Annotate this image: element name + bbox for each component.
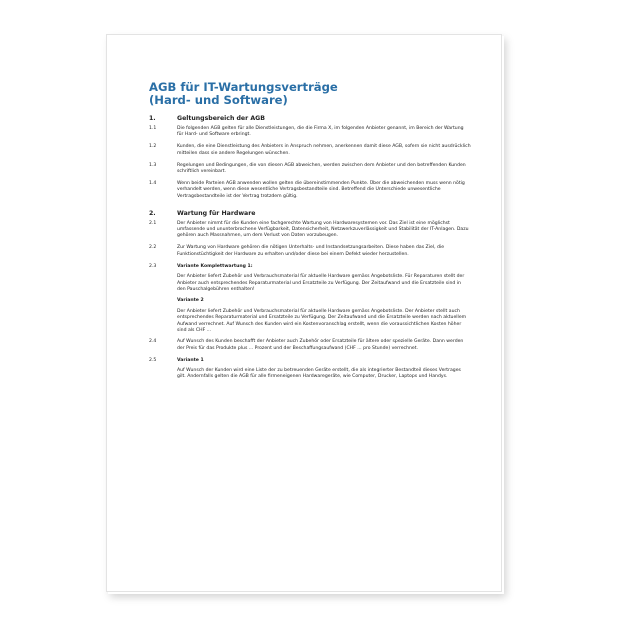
clause-1-2 (149, 144, 471, 157)
clause-1-3 (149, 163, 471, 176)
clause-text: Wenn beide Parteien AGB anwenden wollen gelten die übereinstimmenden Punkte. Über die abweichenden muss wenn nötig verhandelt werden, wenn diese wesentliche Vertragsbestandteile sind. Betreffend die Unterschiede unwesentliche Vertragsbestandteile ist der Vertrag trotzdem gültig. (177, 180, 465, 199)
title-line-1: AGB für IT-Wartungsverträge (149, 80, 338, 94)
clause-subheading: Variante Komplettwartung 1: (177, 263, 253, 269)
clause-subheading: Variante 1 (177, 357, 204, 363)
clause-number: 1.4 (149, 180, 157, 186)
clause-number: 1.2 (149, 144, 157, 150)
clause-text: Zur Wartung von Hardware gehören die nötigen Unterhalts- und Instandsetzungsarbeiten. Diese haben das Ziel, die Funktionstüchtigkeit der Hardware zu erhalten und/oder diese bei einem Defekt wieder herzustellen. (177, 245, 445, 257)
variant-2-paragraph: Der Anbieter liefert Zubehör und Verbrauchsmaterial für aktuelle Hardware gemäss Angebotsliste. Der Anbieter stellt auch entsprechendes Reparaturmaterial und Ersatzteile zu Verfügung. Der Zeitaufwand und die Ersatzteile werden nach aktuellem Aufwand verrechnet. Auf Wunsch des Kunden wird ein Kostenvoranschlag erstellt, wenn die voraussichtlichen Kosten höher sind als CHF ... (177, 308, 467, 333)
document-content (149, 81, 471, 386)
variant-1-list-paragraph: Auf Wunsch der Kunden wird eine Liste der zu betreuenden Geräte erstellt, die als integrierter Bestandteil dieses Vertrages gilt. Andernfalls gelten die AGB für alle firmeneigenen Hardwaregeräte, wie Computer, Drucker, Laptops und Handys. (177, 368, 461, 380)
section-title: Wartung für Hardware (177, 209, 256, 217)
clause-2-1 (149, 221, 471, 240)
document-page (106, 34, 502, 592)
clause-2-5 (149, 358, 471, 364)
section-title: Geltungsbereich der AGB (177, 115, 265, 122)
clause-2-2 (149, 245, 471, 258)
clause-text: Auf Wunsch des Kunden beschafft der Anbieter auch Zubehör oder Ersatzteile für ältere oder spezielle Geräte. Dann werden der Preis für das Produkte plus ... Prozent und der Beschaffungsaufwand (CHF ... pro Stunde) verrechnet. (177, 339, 464, 351)
clause-text: Regelungen und Bedingungen, die von diesen AGB abweichen, werden zwischen dem Anbieter und den betreffenden Kunden schriftlich vereinbart. (177, 162, 466, 175)
section-1-heading (149, 115, 471, 123)
clause-1-4 (149, 181, 471, 200)
clause-text: Kunden, die eine Dienstleistung des Anbieters in Anspruch nehmen, anerkennen damit diese AGB, sofern sie nicht ausdrücklich mitteilen dass sie andere Regelungen wünschen. (177, 144, 471, 156)
clause-number: 1.3 (149, 162, 157, 168)
clause-2-4 (149, 339, 471, 352)
section-2-heading (149, 210, 471, 218)
clause-number: 2.3 (149, 263, 157, 269)
clause-number: 2.2 (149, 245, 157, 251)
clause-number: 2.1 (149, 220, 157, 226)
clause-text: Die folgenden AGB gelten für alle Dienstleistungen, die die Firma X, im folgenden Anbieter genannt, im Bereich der Wartung für Hard- und Software erbringt. (177, 126, 464, 138)
clause-text: Der Anbieter nimmt für die Kunden eine fachgerechte Wartung von Hardwaresystemen vor. Das Ziel ist eine möglichst umfassende und ununterbrochene Verfügbarkeit, Datensicherheit, Netzwerkzuverlässigkeit und Stabilität der IT-Anlagen. Dazu gehören auch Massnahmen, um dem Verlust von Daten vorzubeugen. (177, 220, 469, 239)
document-title (149, 81, 471, 107)
clause-number: 2.4 (149, 339, 157, 345)
title-line-2: (Hard- und Software) (149, 93, 288, 107)
clause-1-1 (149, 126, 471, 139)
section-number: 2. (149, 209, 156, 217)
section-number: 1. (149, 115, 156, 122)
variant-2-heading: Variante 2 (177, 298, 204, 304)
clause-2-3 (149, 264, 471, 270)
clause-number: 2.5 (149, 357, 157, 363)
variant-1-paragraph: Der Anbieter liefert Zubehör und Verbrauchsmaterial für aktuelle Hardware gemäss Angebotsliste. Für Reparaturen stellt der Anbieter auch entsprechendes Reparaturmaterial und Ersatzteile zu Verfügung. Der Zeitaufwand und die Ersatzteile sind in den Pauschalgebühren enthalten! (177, 274, 465, 292)
clause-number: 1.1 (149, 126, 157, 131)
